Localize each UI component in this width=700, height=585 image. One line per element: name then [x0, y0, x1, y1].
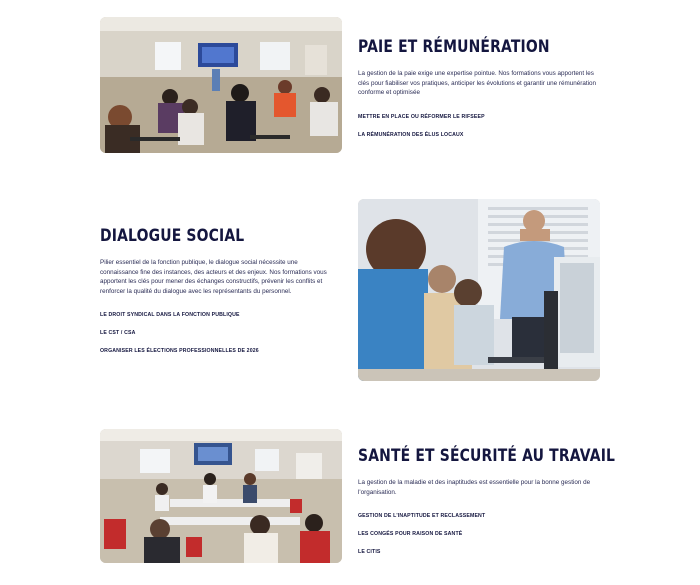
section-description: La gestion de la paie exige une expertise pointue. Nos formations vous apportent les clés pour fiabiliser vos pratiques, anticiper les évolutions et garantir une rémunération conforme et optimisée: [358, 70, 597, 97]
section-text: [358, 37, 598, 138]
link-cst-csa[interactable]: LE CST / CSA: [100, 330, 136, 337]
section-links: [358, 114, 598, 138]
section-title: SANTÉ ET SÉCURITÉ AU TRAVAIL: [358, 446, 616, 466]
section-text: [358, 446, 616, 556]
link-rifseep[interactable]: METTRE EN PLACE OU RÉFORMER LE RIFSEEP: [358, 113, 485, 120]
section-description: La gestion de la maladie et des inaptitudes est essentielle pour la bonne gestion de l'organisation.: [358, 479, 591, 496]
section-title: DIALOGUE SOCIAL: [100, 226, 245, 246]
section-links: [358, 513, 598, 555]
training-room-photo: [100, 17, 342, 153]
link-remuneration-elus[interactable]: LA RÉMUNÉRATION DES ÉLUS LOCAUX: [358, 131, 464, 138]
meeting-photo: [358, 199, 600, 381]
link-droit-syndical[interactable]: LE DROIT SYNDICAL DANS LA FONCTION PUBLIQUE: [100, 312, 240, 319]
classroom-photo: [100, 429, 342, 563]
link-inaptitude[interactable]: GESTION DE L'INAPTITUDE ET RECLASSEMENT: [358, 513, 486, 520]
link-conges-sante[interactable]: LES CONGÉS POUR RAISON DE SANTÉ: [358, 531, 463, 538]
section-description: Pilier essentiel de la fonction publique, le dialogue social nécessite une connaissance fine des instances, des acteurs et des enjeux. Nos formations vous apportent les clés pour mener des échanges constructifs, prévenir les conflits et renforcer la qualité du dialogue avec les représentants du personnel.: [100, 259, 327, 295]
section-links: [100, 312, 338, 354]
section-text: [100, 226, 338, 354]
link-elections-2026[interactable]: ORGANISER LES ÉLECTIONS PROFESSIONNELLES DE 2026: [100, 348, 259, 355]
link-citis[interactable]: LE CITIS: [358, 549, 381, 556]
section-title: PAIE ET RÉMUNÉRATION: [358, 37, 550, 57]
